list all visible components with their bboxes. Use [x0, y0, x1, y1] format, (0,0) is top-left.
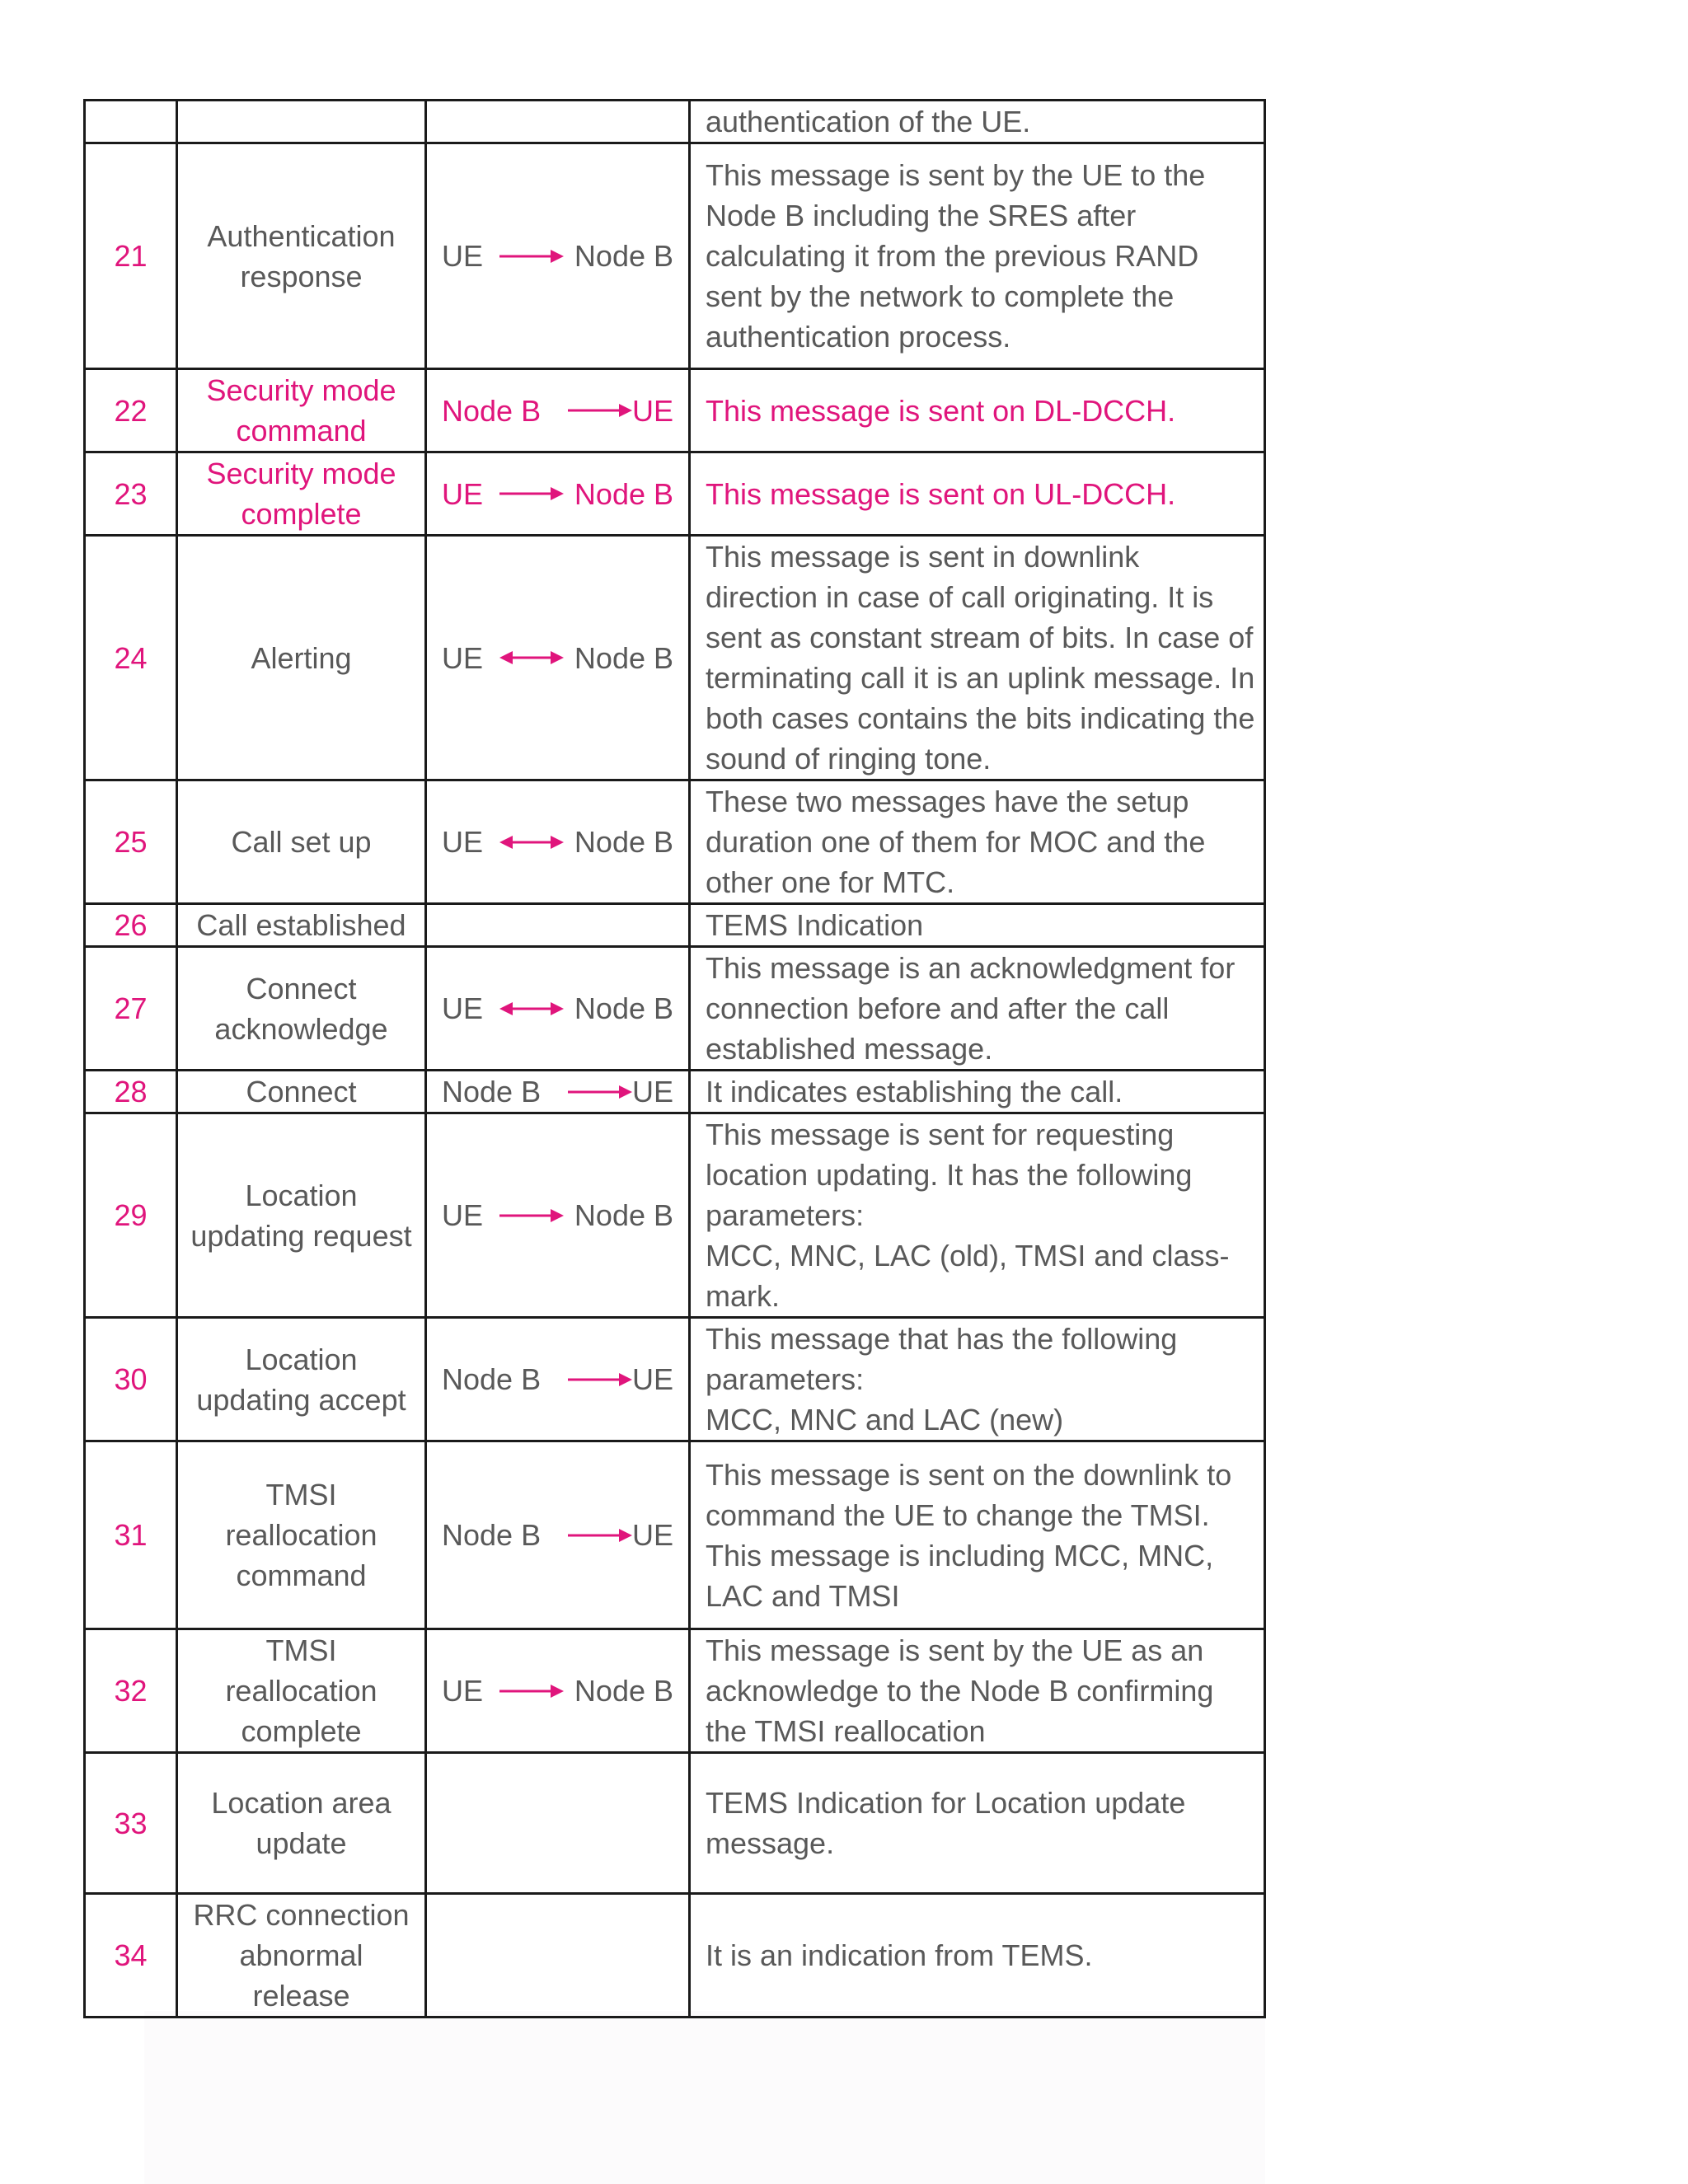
table-row: [85, 780, 1265, 904]
row-number: 32: [85, 1629, 177, 1753]
message-name: Security mode command: [177, 369, 426, 452]
message-direction: [426, 1753, 690, 1894]
message-direction: [426, 780, 690, 904]
message-name: Location area update: [177, 1753, 426, 1894]
message-description: This message is sent by the UE to the Node B including the SRES after calculating it from the previous RAND sent by the network to complete the authentication process.: [690, 143, 1265, 369]
direction-source: UE: [442, 239, 484, 273]
message-description: These two messages have the setup duration one of them for MOC and the other one for MTC.: [690, 780, 1265, 904]
table-row: [85, 1318, 1265, 1441]
direction-source: Node B: [442, 1518, 542, 1552]
direction-source: UE: [442, 1198, 484, 1232]
table-row: [85, 452, 1265, 536]
message-description: This message is sent by the UE as an acknowledge to the Node B confirming the TMSI reallocation: [690, 1629, 1265, 1753]
row-number: 26: [85, 904, 177, 947]
row-number: 33: [85, 1753, 177, 1894]
table-row: [85, 1071, 1265, 1113]
message-description: This message is sent in downlink direction in case of call originating. It is sent as constant stream of bits. In case of terminating call it is an uplink message. In both cases contains the bits indicating the sound of ringing tone.: [690, 536, 1265, 780]
message-name: Connect acknowledge: [177, 947, 426, 1071]
message-name: RRC connection abnormal release: [177, 1894, 426, 2018]
message-description: This message is sent on UL-DCCH.: [690, 452, 1265, 536]
row-number: [85, 101, 177, 143]
message-direction: [426, 536, 690, 780]
direction-target: Node B: [574, 476, 673, 511]
direction-source: UE: [442, 476, 484, 511]
right-arrow-icon: [568, 1083, 632, 1101]
double-arrow-icon: [499, 1000, 564, 1018]
table-row: [85, 904, 1265, 947]
message-description: It indicates establishing the call.: [690, 1071, 1265, 1113]
right-arrow-icon: [568, 1526, 632, 1544]
right-arrow-icon: [499, 1207, 564, 1225]
direction-target: Node B: [574, 825, 673, 859]
message-direction: [426, 1318, 690, 1441]
right-arrow-icon: [499, 247, 564, 265]
message-name: Connect: [177, 1071, 426, 1113]
right-arrow-icon: [568, 401, 632, 419]
row-number: 23: [85, 452, 177, 536]
message-name: Call established: [177, 904, 426, 947]
message-description: This message is sent on the downlink to command the UE to change the TMSI. This message is including MCC, MNC, LAC and TMSI: [690, 1441, 1265, 1629]
row-number: 31: [85, 1441, 177, 1629]
direction-target: Node B: [574, 239, 673, 273]
direction-target: Node B: [574, 1674, 673, 1708]
message-description: This message is sent for requesting location updating. It has the following parameters: MCC, MNC, LAC (old), TMSI and class-mark.: [690, 1113, 1265, 1318]
double-arrow-icon: [499, 833, 564, 851]
row-number: 24: [85, 536, 177, 780]
message-description: This message is sent on DL-DCCH.: [690, 369, 1265, 452]
right-arrow-icon: [499, 1682, 564, 1700]
message-direction: [426, 143, 690, 369]
message-direction: [426, 101, 690, 143]
message-name: Security mode complete: [177, 452, 426, 536]
right-arrow-icon: [568, 1371, 632, 1389]
direction-source: Node B: [442, 393, 542, 428]
direction-target: Node B: [574, 640, 673, 675]
table-row: [85, 1441, 1265, 1629]
row-number: 28: [85, 1071, 177, 1113]
page-shade: [144, 2011, 1265, 2184]
table-row: [85, 369, 1265, 452]
table-row: [85, 1753, 1265, 1894]
message-table-body: [85, 101, 1265, 2018]
direction-target: Node B: [574, 1198, 673, 1232]
direction-source: UE: [442, 640, 484, 675]
message-name: TMSI reallocation complete: [177, 1629, 426, 1753]
row-number: 22: [85, 369, 177, 452]
message-direction: [426, 1071, 690, 1113]
table-row: [85, 143, 1265, 369]
direction-target: UE: [631, 1075, 673, 1108]
row-number: 30: [85, 1318, 177, 1441]
message-direction: [426, 1894, 690, 2018]
direction-source: Node B: [442, 1362, 542, 1396]
table-row: [85, 101, 1265, 143]
message-direction: [426, 369, 690, 452]
table-row: [85, 1629, 1265, 1753]
row-number: 27: [85, 947, 177, 1071]
table-row: [85, 536, 1265, 780]
direction-target: Node B: [574, 991, 673, 1025]
table-row: [85, 947, 1265, 1071]
message-direction: [426, 1113, 690, 1318]
message-name: Authentication response: [177, 143, 426, 369]
message-direction: [426, 452, 690, 536]
row-number: 29: [85, 1113, 177, 1318]
message-description: It is an indication from TEMS.: [690, 1894, 1265, 2018]
message-name: Location updating request: [177, 1113, 426, 1318]
direction-source: UE: [442, 991, 484, 1025]
direction-source: UE: [442, 825, 484, 859]
message-direction: [426, 947, 690, 1071]
row-number: 34: [85, 1894, 177, 2018]
row-number: 21: [85, 143, 177, 369]
message-name: TMSI reallocation command: [177, 1441, 426, 1629]
direction-source: Node B: [442, 1075, 542, 1108]
direction-target: UE: [631, 1362, 673, 1396]
direction-target: UE: [631, 393, 673, 428]
message-description: authentication of the UE.: [690, 101, 1265, 143]
message-description: TEMS Indication for Location update message.: [690, 1753, 1265, 1894]
message-name: [177, 101, 426, 143]
right-arrow-icon: [499, 485, 564, 503]
message-name: Call set up: [177, 780, 426, 904]
message-description: This message is an acknowledgment for connection before and after the call established message.: [690, 947, 1265, 1071]
table-row: [85, 1894, 1265, 2018]
message-description: TEMS Indication: [690, 904, 1265, 947]
double-arrow-icon: [499, 649, 564, 667]
table-row: [85, 1113, 1265, 1318]
direction-source: UE: [442, 1674, 484, 1708]
message-direction: [426, 1629, 690, 1753]
message-table: [83, 99, 1266, 2018]
message-direction: [426, 904, 690, 947]
message-description: This message that has the following parameters: MCC, MNC and LAC (new): [690, 1318, 1265, 1441]
message-name: Alerting: [177, 536, 426, 780]
message-direction: [426, 1441, 690, 1629]
direction-target: UE: [631, 1518, 673, 1552]
message-name: Location updating accept: [177, 1318, 426, 1441]
row-number: 25: [85, 780, 177, 904]
